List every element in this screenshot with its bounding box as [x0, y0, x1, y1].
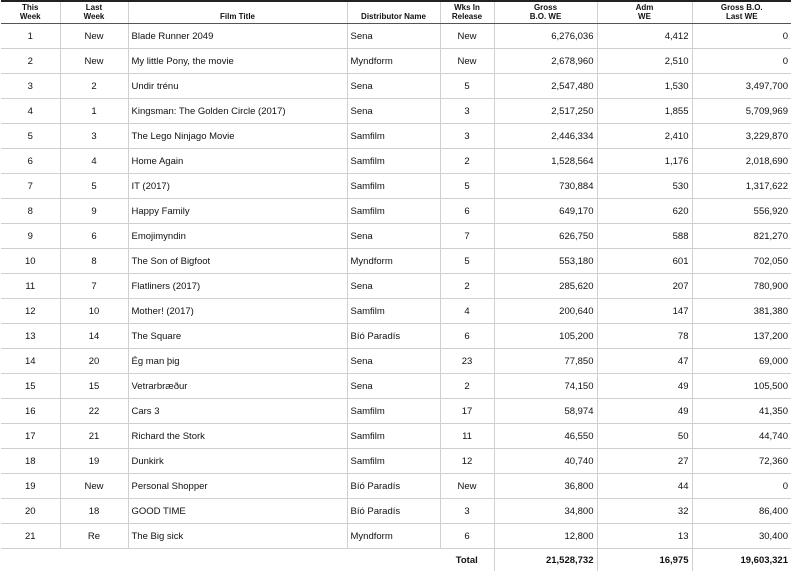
cell-distributor: Sena: [347, 24, 440, 49]
cell-weeks-in-release: 2: [440, 374, 494, 399]
cell-adm-we: 588: [597, 224, 692, 249]
cell-distributor: Samfilm: [347, 124, 440, 149]
cell-distributor: Samfilm: [347, 399, 440, 424]
total-gross-last-we: 19,603,321: [692, 549, 791, 571]
cell-gross-bo-we: 105,200: [494, 324, 597, 349]
cell-gross-bo-last-we: 86,400: [692, 499, 791, 524]
cell-adm-we: 44: [597, 474, 692, 499]
cell-distributor: Bíó Paradís: [347, 324, 440, 349]
cell-film-title: Mother! (2017): [128, 299, 347, 324]
cell-adm-we: 4,412: [597, 24, 692, 49]
cell-adm-we: 147: [597, 299, 692, 324]
cell-gross-bo-last-we: 0: [692, 474, 791, 499]
cell-adm-we: 1,176: [597, 149, 692, 174]
cell-adm-we: 49: [597, 374, 692, 399]
cell-gross-bo-we: 2,547,480: [494, 74, 597, 99]
cell-gross-bo-last-we: 44,740: [692, 424, 791, 449]
cell-last-week: 8: [60, 249, 128, 274]
cell-gross-bo-we: 58,974: [494, 399, 597, 424]
cell-gross-bo-we: 34,800: [494, 499, 597, 524]
cell-this-week: 6: [1, 149, 60, 174]
cell-gross-bo-last-we: 1,317,622: [692, 174, 791, 199]
cell-last-week: New: [60, 474, 128, 499]
cell-this-week: 18: [1, 449, 60, 474]
cell-gross-bo-last-we: 780,900: [692, 274, 791, 299]
cell-distributor: Bíó Paradís: [347, 474, 440, 499]
cell-gross-bo-last-we: 702,050: [692, 249, 791, 274]
cell-last-week: 20: [60, 349, 128, 374]
total-gross-we: 21,528,732: [494, 549, 597, 571]
cell-weeks-in-release: 5: [440, 249, 494, 274]
cell-weeks-in-release: New: [440, 474, 494, 499]
cell-gross-bo-we: 200,640: [494, 299, 597, 324]
col-this-week: This Week: [1, 1, 60, 24]
cell-adm-we: 601: [597, 249, 692, 274]
col-gross-bo-we: Gross B.O. WE: [494, 1, 597, 24]
cell-distributor: Sena: [347, 99, 440, 124]
cell-adm-we: 1,530: [597, 74, 692, 99]
table-row: [1, 149, 791, 174]
table-body: [1, 24, 791, 549]
cell-weeks-in-release: 6: [440, 524, 494, 549]
cell-last-week: 4: [60, 149, 128, 174]
cell-weeks-in-release: 7: [440, 224, 494, 249]
col-gross-bo-last-we: Gross B.O. Last WE: [692, 1, 791, 24]
cell-this-week: 3: [1, 74, 60, 99]
table-row: [1, 49, 791, 74]
cell-last-week: 6: [60, 224, 128, 249]
cell-film-title: Ég man þig: [128, 349, 347, 374]
total-row: [1, 549, 791, 571]
cell-weeks-in-release: 6: [440, 324, 494, 349]
cell-distributor: Samfilm: [347, 174, 440, 199]
cell-this-week: 13: [1, 324, 60, 349]
cell-adm-we: 13: [597, 524, 692, 549]
table-row: [1, 299, 791, 324]
cell-weeks-in-release: 23: [440, 349, 494, 374]
cell-distributor: Samfilm: [347, 424, 440, 449]
cell-distributor: Sena: [347, 74, 440, 99]
cell-weeks-in-release: 2: [440, 149, 494, 174]
cell-adm-we: 32: [597, 499, 692, 524]
cell-film-title: Dunkirk: [128, 449, 347, 474]
cell-gross-bo-we: 74,150: [494, 374, 597, 399]
cell-distributor: Samfilm: [347, 449, 440, 474]
cell-weeks-in-release: 3: [440, 124, 494, 149]
cell-film-title: Undir trénu: [128, 74, 347, 99]
header-row: [1, 1, 791, 24]
cell-gross-bo-last-we: 69,000: [692, 349, 791, 374]
cell-gross-bo-last-we: 556,920: [692, 199, 791, 224]
cell-this-week: 9: [1, 224, 60, 249]
cell-gross-bo-last-we: 381,380: [692, 299, 791, 324]
cell-adm-we: 27: [597, 449, 692, 474]
cell-weeks-in-release: 5: [440, 74, 494, 99]
box-office-table: [1, 0, 791, 571]
cell-weeks-in-release: 6: [440, 199, 494, 224]
cell-this-week: 17: [1, 424, 60, 449]
cell-gross-bo-last-we: 3,497,700: [692, 74, 791, 99]
cell-film-title: Vetrarbræður: [128, 374, 347, 399]
cell-gross-bo-last-we: 0: [692, 24, 791, 49]
cell-distributor: Bíó Paradís: [347, 499, 440, 524]
total-adm-we: 16,975: [597, 549, 692, 571]
cell-this-week: 20: [1, 499, 60, 524]
cell-distributor: Sena: [347, 349, 440, 374]
cell-weeks-in-release: 2: [440, 274, 494, 299]
cell-distributor: Sena: [347, 274, 440, 299]
cell-this-week: 12: [1, 299, 60, 324]
cell-last-week: 7: [60, 274, 128, 299]
cell-last-week: 14: [60, 324, 128, 349]
cell-film-title: Emojimyndin: [128, 224, 347, 249]
table-row: [1, 124, 791, 149]
table-row: [1, 424, 791, 449]
cell-gross-bo-we: 285,620: [494, 274, 597, 299]
table-row: [1, 24, 791, 49]
cell-gross-bo-last-we: 137,200: [692, 324, 791, 349]
cell-gross-bo-we: 626,750: [494, 224, 597, 249]
cell-weeks-in-release: 4: [440, 299, 494, 324]
table-row: [1, 224, 791, 249]
cell-weeks-in-release: 17: [440, 399, 494, 424]
table-row: [1, 449, 791, 474]
cell-gross-bo-we: 36,800: [494, 474, 597, 499]
cell-adm-we: 47: [597, 349, 692, 374]
cell-weeks-in-release: New: [440, 49, 494, 74]
cell-adm-we: 2,510: [597, 49, 692, 74]
cell-film-title: GOOD TIME: [128, 499, 347, 524]
cell-this-week: 16: [1, 399, 60, 424]
total-spacer: [1, 549, 60, 571]
col-weeks-in-release: Wks In Release: [440, 1, 494, 24]
cell-distributor: Samfilm: [347, 199, 440, 224]
cell-distributor: Samfilm: [347, 149, 440, 174]
total-spacer: [347, 549, 440, 571]
cell-distributor: Myndform: [347, 524, 440, 549]
cell-film-title: IT (2017): [128, 174, 347, 199]
cell-adm-we: 50: [597, 424, 692, 449]
cell-this-week: 1: [1, 24, 60, 49]
cell-gross-bo-we: 40,740: [494, 449, 597, 474]
cell-film-title: Personal Shopper: [128, 474, 347, 499]
cell-last-week: 5: [60, 174, 128, 199]
cell-gross-bo-we: 46,550: [494, 424, 597, 449]
cell-film-title: Kingsman: The Golden Circle (2017): [128, 99, 347, 124]
table-row: [1, 399, 791, 424]
cell-film-title: The Big sick: [128, 524, 347, 549]
table-row: [1, 174, 791, 199]
table-row: [1, 199, 791, 224]
cell-distributor: Myndform: [347, 49, 440, 74]
table-row: [1, 99, 791, 124]
table-row: [1, 74, 791, 99]
cell-distributor: Samfilm: [347, 299, 440, 324]
cell-distributor: Sena: [347, 374, 440, 399]
cell-this-week: 10: [1, 249, 60, 274]
cell-last-week: 10: [60, 299, 128, 324]
col-last-week: Last Week: [60, 1, 128, 24]
col-distributor: Distributor Name: [347, 1, 440, 24]
cell-adm-we: 207: [597, 274, 692, 299]
cell-this-week: 2: [1, 49, 60, 74]
cell-gross-bo-we: 2,678,960: [494, 49, 597, 74]
cell-weeks-in-release: 11: [440, 424, 494, 449]
cell-gross-bo-last-we: 3,229,870: [692, 124, 791, 149]
cell-gross-bo-we: 1,528,564: [494, 149, 597, 174]
table-row: [1, 524, 791, 549]
cell-film-title: Blade Runner 2049: [128, 24, 347, 49]
cell-gross-bo-we: 6,276,036: [494, 24, 597, 49]
cell-last-week: 1: [60, 99, 128, 124]
table-row: [1, 474, 791, 499]
total-label: Total: [440, 549, 494, 571]
cell-gross-bo-last-we: 30,400: [692, 524, 791, 549]
cell-last-week: 18: [60, 499, 128, 524]
table-row: [1, 499, 791, 524]
table-row: [1, 324, 791, 349]
cell-gross-bo-last-we: 41,350: [692, 399, 791, 424]
cell-this-week: 5: [1, 124, 60, 149]
table-row: [1, 374, 791, 399]
table-row: [1, 349, 791, 374]
cell-film-title: The Lego Ninjago Movie: [128, 124, 347, 149]
cell-adm-we: 620: [597, 199, 692, 224]
cell-this-week: 7: [1, 174, 60, 199]
cell-gross-bo-we: 2,517,250: [494, 99, 597, 124]
cell-adm-we: 1,855: [597, 99, 692, 124]
cell-this-week: 14: [1, 349, 60, 374]
cell-gross-bo-last-we: 2,018,690: [692, 149, 791, 174]
cell-gross-bo-last-we: 5,709,969: [692, 99, 791, 124]
cell-gross-bo-last-we: 0: [692, 49, 791, 74]
cell-last-week: 19: [60, 449, 128, 474]
cell-gross-bo-we: 649,170: [494, 199, 597, 224]
col-film-title: Film Title: [128, 1, 347, 24]
cell-weeks-in-release: 5: [440, 174, 494, 199]
table-row: [1, 249, 791, 274]
cell-weeks-in-release: 12: [440, 449, 494, 474]
cell-gross-bo-we: 77,850: [494, 349, 597, 374]
cell-gross-bo-we: 12,800: [494, 524, 597, 549]
cell-this-week: 19: [1, 474, 60, 499]
cell-adm-we: 49: [597, 399, 692, 424]
cell-gross-bo-we: 2,446,334: [494, 124, 597, 149]
cell-distributor: Sena: [347, 224, 440, 249]
cell-last-week: Re: [60, 524, 128, 549]
cell-last-week: New: [60, 49, 128, 74]
table-row: [1, 274, 791, 299]
cell-last-week: 3: [60, 124, 128, 149]
total-spacer: [60, 549, 128, 571]
cell-film-title: Cars 3: [128, 399, 347, 424]
cell-film-title: Richard the Stork: [128, 424, 347, 449]
cell-weeks-in-release: 3: [440, 99, 494, 124]
cell-film-title: My little Pony, the movie: [128, 49, 347, 74]
cell-weeks-in-release: New: [440, 24, 494, 49]
cell-film-title: Flatliners (2017): [128, 274, 347, 299]
cell-this-week: 15: [1, 374, 60, 399]
cell-weeks-in-release: 3: [440, 499, 494, 524]
cell-gross-bo-we: 553,180: [494, 249, 597, 274]
cell-gross-bo-last-we: 821,270: [692, 224, 791, 249]
cell-last-week: 9: [60, 199, 128, 224]
cell-this-week: 11: [1, 274, 60, 299]
cell-last-week: 21: [60, 424, 128, 449]
cell-film-title: The Son of Bigfoot: [128, 249, 347, 274]
cell-gross-bo-last-we: 105,500: [692, 374, 791, 399]
cell-this-week: 8: [1, 199, 60, 224]
cell-last-week: 22: [60, 399, 128, 424]
cell-this-week: 4: [1, 99, 60, 124]
cell-gross-bo-last-we: 72,360: [692, 449, 791, 474]
cell-last-week: 15: [60, 374, 128, 399]
cell-film-title: Happy Family: [128, 199, 347, 224]
cell-film-title: The Square: [128, 324, 347, 349]
cell-adm-we: 2,410: [597, 124, 692, 149]
cell-distributor: Myndform: [347, 249, 440, 274]
cell-film-title: Home Again: [128, 149, 347, 174]
cell-gross-bo-we: 730,884: [494, 174, 597, 199]
total-spacer: [128, 549, 347, 571]
col-adm-we: Adm WE: [597, 1, 692, 24]
cell-last-week: New: [60, 24, 128, 49]
cell-last-week: 2: [60, 74, 128, 99]
cell-adm-we: 530: [597, 174, 692, 199]
cell-adm-we: 78: [597, 324, 692, 349]
cell-this-week: 21: [1, 524, 60, 549]
